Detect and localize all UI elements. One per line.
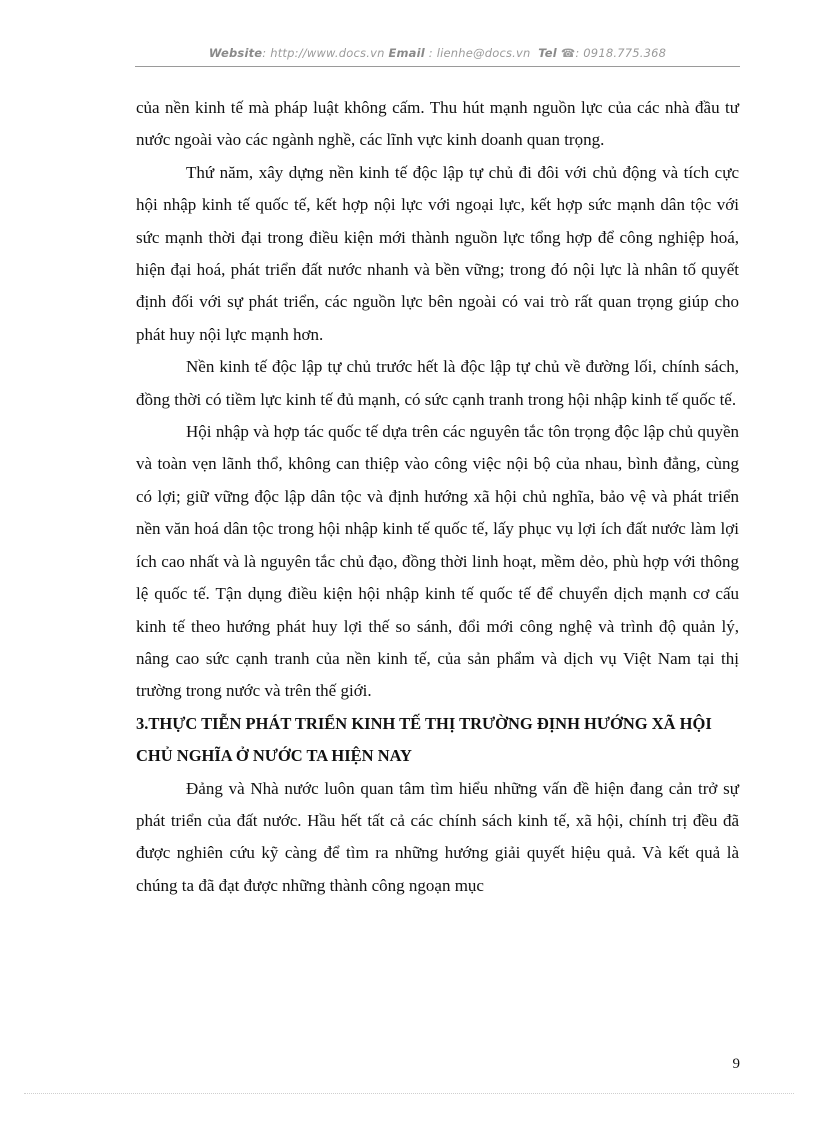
tel-label: Tel [538, 46, 557, 60]
bottom-divider [24, 1093, 794, 1094]
phone-icon: ☎ [560, 46, 576, 60]
paragraph: Hội nhập và hợp tác quốc tế dựa trên các nguyên tắc tôn trọng độc lập chủ quyền và toàn vẹn lãnh thổ, không can thiệp vào công việc nội bộ của nhau, bình đẳng, cùng có lợi; giữ vững độc lập dân tộc và định hướng xã hội chủ nghĩa, bảo vệ và phát triển nền văn hoá dân tộc trong hội nhập kinh tế quốc tế, lấy phục vụ lợi ích đất nước làm lợi ích cao nhất và là nguyên tắc chủ đạo, đồng thời linh hoạt, mềm dẻo, phù hợp với thông lệ quốc tế. Tận dụng điều kiện hội nhập kinh tế quốc tế để chuyển dịch mạnh cơ cấu kinh tế theo hướng phát huy lợi thế so sánh, đổi mới công nghệ và trình độ quản lý, nâng cao sức cạnh tranh của nền kinh tế, của sản phẩm và dịch vụ Việt Nam tại thị trường trong nước và trên thế giới. [136, 422, 739, 701]
section-heading: 3.THỰC TIỄN PHÁT TRIỂN KINH TẾ THỊ TRƯỜNG ĐỊNH HƯỚNG XÃ HỘI CHỦ NGHĨA Ở NƯỚC TA HIỆN NAY [136, 713, 712, 766]
website-label: Website [208, 46, 263, 60]
paragraph: Thứ năm, xây dựng nền kinh tế độc lập tự chủ đi đôi với chủ động và tích cực hội nhập kinh tế quốc tế, kết hợp nội lực với ngoại lực, kết hợp sức mạnh dân tộc với sức mạnh thời đại trong điều kiện mới thành nguồn lực tổng hợp để công nghiệp hoá, hiện đại hoá, phát triển đất nước nhanh và bền vững; trong đó nội lực là nhân tố quyết định đối với sự phát triển, các nguồn lực bên ngoài có vai trò rất quan trọng giúp cho phát huy nội lực mạnh hơn. [136, 162, 739, 344]
email-value: : lienhe@docs.vn [428, 46, 531, 60]
document-body [136, 92, 739, 902]
page-number: 9 [732, 1056, 740, 1072]
page-header [135, 46, 740, 60]
tel-value: : 0918.775.368 [575, 46, 667, 60]
website-value: : http://www.docs.vn [262, 46, 385, 60]
header-divider [135, 66, 740, 67]
email-label: Email [388, 46, 425, 60]
paragraph-continuation: của nền kinh tế mà pháp luật không cấm. Thu hút mạnh nguồn lực của các nhà đầu tư nước ngoài vào các ngành nghề, các lĩnh vực kinh doanh quan trọng. [136, 98, 739, 150]
paragraph: Nền kinh tế độc lập tự chủ trước hết là độc lập tự chủ về đường lối, chính sách, đồng thời có tiềm lực kinh tế đủ mạnh, có sức cạnh tranh trong hội nhập kinh tế quốc tế. [136, 357, 739, 409]
section-paragraph: Đảng và Nhà nước luôn quan tâm tìm hiểu những vấn đề hiện đang cản trở sự phát triển của đất nước. Hầu hết tất cả các chính sách kinh tế, xã hội, chính trị đều đã được nghiên cứu kỹ càng để tìm ra những hướng giải quyết hiệu quả. Và kết quả là chúng ta đã đạt được những thành công ngoạn mục [136, 778, 739, 895]
